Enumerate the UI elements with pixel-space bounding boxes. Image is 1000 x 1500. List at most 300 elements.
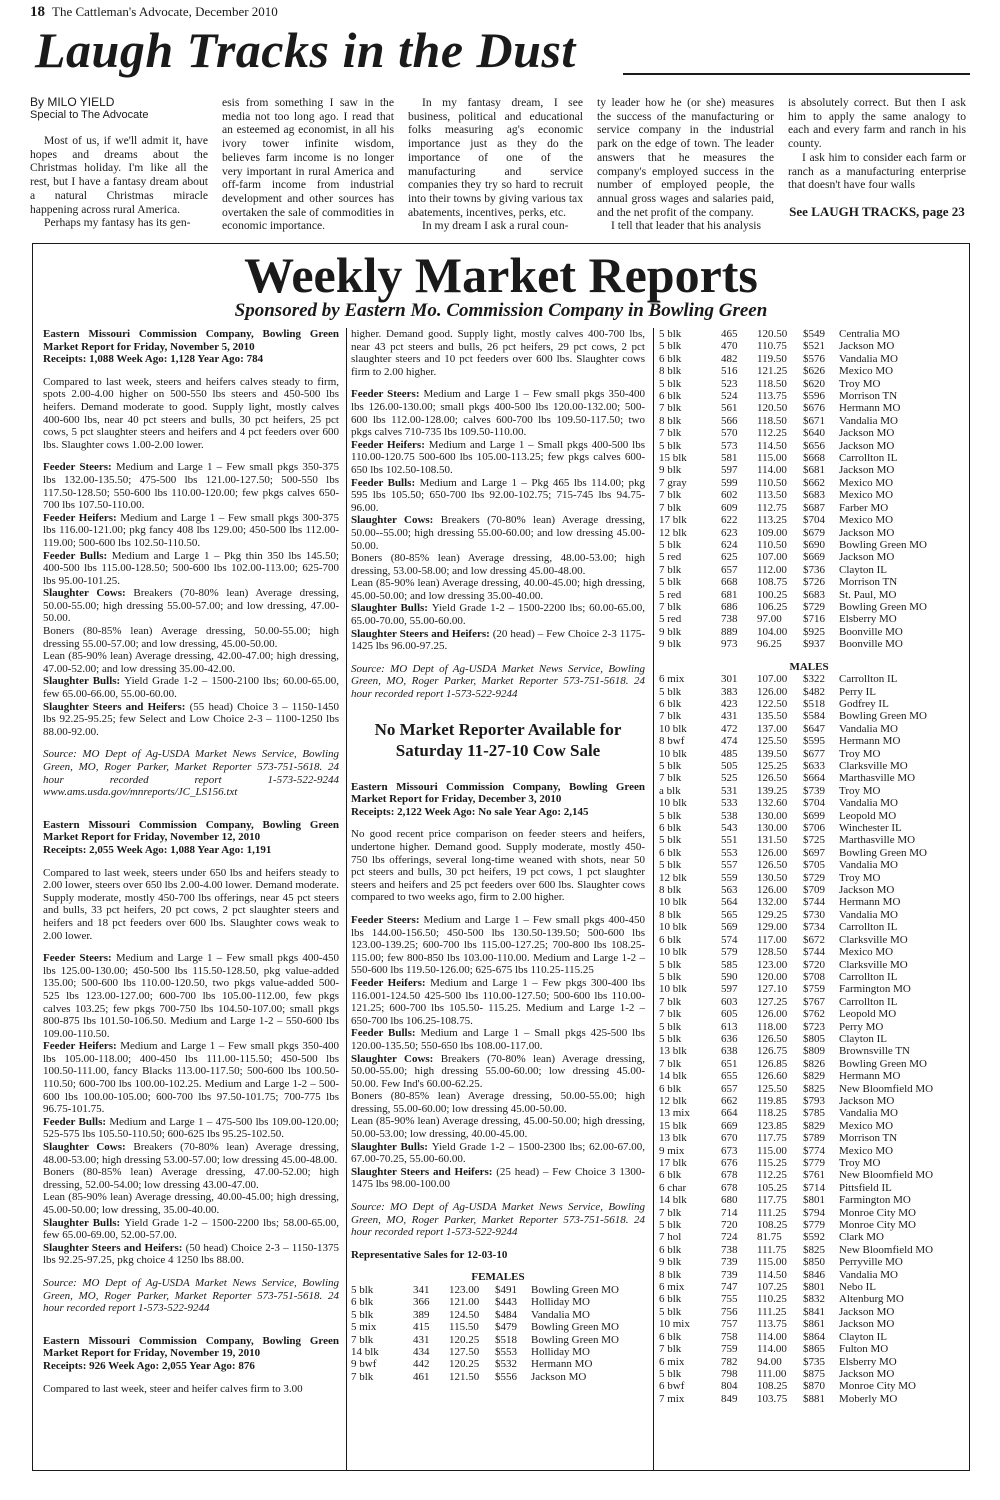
byline <box>30 96 208 122</box>
sale-head-count: 5 blk <box>659 1020 682 1033</box>
sale-weight: 623 <box>721 526 738 539</box>
sale-weight: 669 <box>721 1119 738 1132</box>
sale-value: $556 <box>495 1370 517 1383</box>
sale-row <box>659 1182 933 1194</box>
sale-weight: 755 <box>721 1293 738 1306</box>
sale-head-count: 6 blk <box>659 846 682 859</box>
report-line-text: Yield Grade 1-2 – 1500-2300 lbs; 62.00-67.00, 67.00-70.25, 55.00-60.00. <box>351 1140 645 1166</box>
report-line-text: Yield Grade 1-2 – 1500-2200 lbs; 60.00-65.00, 65.00-70.00, 55.00-60.00. <box>351 602 645 628</box>
report-line <box>43 1166 339 1191</box>
sale-head-count: 6 blk <box>659 822 682 835</box>
sale-value: $592 <box>803 1231 825 1244</box>
sale-location: Marthasville MO <box>839 834 916 847</box>
report-line-label: Feeder Heifers: <box>351 976 431 989</box>
sale-location: Vandalia MO <box>839 352 898 365</box>
sale-value: $716 <box>803 613 825 626</box>
sale-head-count: 5 blk <box>659 1305 682 1318</box>
column-col-3 <box>408 96 583 233</box>
sale-value: $761 <box>803 1169 825 1182</box>
sale-weight: 597 <box>721 464 738 477</box>
sale-row <box>659 934 933 946</box>
sale-weight: 714 <box>721 1206 738 1219</box>
sale-price: 115.25 <box>757 1157 787 1169</box>
sale-row <box>659 539 927 551</box>
report-line-text: Boners (80-85% lean) Average dressing, 47.00-52.00; high dressing, 52.00-54.00; low dressing 43.00-47.00. <box>43 1166 339 1191</box>
report-line-label: Feeder Steers: <box>43 952 116 965</box>
sale-location: Mexico MO <box>839 489 894 502</box>
sale-row <box>659 971 933 983</box>
sale-location: Jackson MO <box>839 1094 895 1107</box>
sale-weight: 602 <box>721 489 738 502</box>
sale-value: $730 <box>803 908 825 921</box>
report-line-label: Feeder Heifers: <box>43 511 121 524</box>
sale-weight: 738 <box>721 1243 738 1256</box>
sale-value: $668 <box>803 452 825 465</box>
sale-value: $664 <box>803 772 825 785</box>
sale-location: Bowling Green MO <box>839 538 927 551</box>
sale-value: $595 <box>803 735 825 748</box>
sale-weight: 670 <box>721 1132 738 1145</box>
sale-price: 112.00 <box>757 563 787 576</box>
report-lines <box>351 914 645 1191</box>
sale-location: Troy MO <box>839 784 881 797</box>
report-summary: Compared to last week, steers under 650 lbs and heifers steady to 2.00 lower, steers over 650 lbs 2.00-4.00 lower. Demand moderate. Supply moderate, mostly 450-700 lbs offerings, near 45 pct steers and bulls, 33 pct heifers, 20 pct cows, 2 pct slaughter steers and heifers and 18 pct feeders over 600 lbs. Slaughter cows weak to 2.00 lower. <box>43 866 339 942</box>
sale-row <box>351 1358 619 1370</box>
sale-weight: 579 <box>721 946 738 959</box>
sale-price: 118.25 <box>757 1107 787 1120</box>
sale-price: 112.25 <box>757 1169 787 1182</box>
report-heading: Eastern Missouri Commission Company, Bowling Green Market Report for Friday, November 12, 2010 <box>43 818 339 844</box>
sale-value: $706 <box>803 822 825 835</box>
sale-row <box>659 723 933 735</box>
sale-price: 126.00 <box>757 846 788 859</box>
report-line-text: (20 head) – Few Choice 2-3 1175-1425 lbs 96.00-97.25. <box>351 627 645 653</box>
report-line <box>351 514 645 552</box>
sale-location: Clayton IL <box>839 1032 887 1045</box>
sale-location: Jackson MO <box>839 526 895 539</box>
sale-head-count: 10 blk <box>659 747 687 760</box>
sale-price: 110.50 <box>757 476 787 489</box>
report-receipts: Receipts: 2,055 Week Ago: 1,088 Year Ago: 1,191 <box>43 843 272 856</box>
sale-row <box>659 760 933 772</box>
females-table-cont <box>659 328 927 651</box>
sale-value: $937 <box>803 638 825 651</box>
sale-value: $861 <box>803 1318 825 1331</box>
sale-row <box>351 1309 619 1321</box>
sale-location: Perry MO <box>839 1020 884 1033</box>
sale-value: $576 <box>803 352 825 365</box>
sale-value: $705 <box>803 859 825 872</box>
report-line-label: Slaughter Cows: <box>43 1141 134 1154</box>
sale-price: 126.75 <box>757 1045 788 1058</box>
sale-weight: 590 <box>721 970 738 983</box>
sale-head-count: 5 blk <box>659 834 682 847</box>
sale-row <box>351 1296 619 1308</box>
report-line-text: Medium and Large 1 – Few small pkgs 350-400 lbs 126.00-130.00; small pkgs 400-500 lbs 120.00-132.00; 500-600 lbs 112.00-128.00; calves 600-700 lbs 109.50-117.50; two pkgs calves 710-735 lbs 109.50-110.00. <box>351 388 645 439</box>
sale-location: Troy MO <box>839 377 881 390</box>
sale-location: Holliday MO <box>531 1346 590 1359</box>
sale-weight: 570 <box>721 427 738 440</box>
sale-head-count: 10 blk <box>659 896 687 909</box>
report-line-label: Feeder Heifers: <box>351 438 429 451</box>
sale-weight: 559 <box>721 871 738 884</box>
report-line-text: Medium and Large 1 – Few small pkgs 300-375 lbs 116.00-121.00; pkg fancy 408 lbs 129.00; 450-500 lbs 112.00-119.00; 500-600 lbs 102.50-110.50. <box>43 511 339 549</box>
sale-location: Mexico MO <box>839 1119 894 1132</box>
column-col-2 <box>222 96 394 233</box>
sale-value: $532 <box>495 1358 517 1371</box>
sale-location: Leopold MO <box>839 1008 897 1021</box>
market-title: Weekly Market Reports <box>244 247 758 303</box>
sale-value: $549 <box>803 328 825 340</box>
sale-location: Farmington MO <box>839 1194 911 1207</box>
sale-location: Vandalia MO <box>839 908 898 921</box>
sale-location: Altenburg MO <box>839 1293 904 1306</box>
report-line <box>43 675 339 700</box>
sale-head-count: 9 blk <box>659 638 682 651</box>
sale-value: $521 <box>803 340 825 353</box>
sale-row <box>659 983 933 995</box>
byline-author: By MILO YIELD <box>30 95 115 109</box>
sale-location: Jackson MO <box>531 1370 587 1383</box>
sale-value: $875 <box>803 1367 825 1380</box>
sale-row <box>659 1120 933 1132</box>
sale-head-count: 6 mix <box>659 1355 685 1368</box>
sale-head-count: 5 blk <box>351 1308 374 1321</box>
report-line-text: Medium and Large 1 – Pkg 465 lbs 114.00; pkg 595 lbs 105.50; 650-700 lbs 92.00-102.75; 715-745 lbs 94.75-96.00. <box>351 476 645 514</box>
sale-row <box>659 959 933 971</box>
sale-row <box>659 1256 933 1268</box>
sale-head-count: 5 blk <box>659 1367 682 1380</box>
column-title: Laugh Tracks in the Dust <box>35 22 576 78</box>
sale-head-count: 5 blk <box>659 760 682 772</box>
page-folio <box>30 4 278 21</box>
no-reporter-notice: No Market Reporter Available for Saturday 11-27-10 Cow Sale <box>374 719 622 760</box>
sale-row <box>659 834 933 846</box>
report-source: Source: MO Dept of Ag-USDA Market News Service, Bowling Green, MO, Roger Parker, Market Reporter 573-751-5618. 24 hour recorded report 1-573-522-9244 <box>351 1201 645 1239</box>
sale-value: $794 <box>803 1206 825 1219</box>
report-line-label: Slaughter Steers and Heifers: <box>43 700 190 713</box>
sale-weight: 434 <box>413 1346 430 1359</box>
report-line-label: Slaughter Steers and Heifers: <box>351 1165 497 1178</box>
sale-head-count: 6 blk <box>659 1243 682 1256</box>
sale-weight: 366 <box>413 1296 430 1309</box>
sale-value: $744 <box>803 896 825 909</box>
sale-weight: 638 <box>721 1045 738 1058</box>
sale-price: 120.50 <box>757 328 788 340</box>
sale-value: $739 <box>803 784 825 797</box>
sale-value: $596 <box>803 390 825 403</box>
sale-row <box>659 340 927 352</box>
sale-head-count: 17 blk <box>659 514 687 527</box>
sale-price: 125.25 <box>757 760 788 772</box>
column-col-5 <box>788 96 966 220</box>
sale-price: 126.00 <box>757 884 788 897</box>
sale-value: $762 <box>803 1008 825 1021</box>
sale-value: $841 <box>803 1305 825 1318</box>
sale-weight: 804 <box>721 1380 738 1393</box>
sale-weight: 624 <box>721 538 738 551</box>
sale-price: 139.50 <box>757 747 788 760</box>
sale-weight: 431 <box>413 1333 430 1346</box>
report-line-text: Medium and Large 1 – Few small pkgs 400-450 lbs 144.00-156.50; 450-500 lbs 130.50-139.50; 500-600 lbs 123.00-139.25; 600-700 lbs 115.00-127.25; 700-800 lbs 108.25-115.00; few 800-850 lbs 103.00-110.00. Medium and Large 1-2 – 550-600 lbs 119.50-126.00; 625-675 lbs 110.25-115.25 <box>351 913 645 977</box>
rep-sales-title: Representative Sales for 12-03-10 <box>351 1248 508 1261</box>
sale-head-count: 5 blk <box>659 1032 682 1045</box>
sale-location: Holliday MO <box>531 1296 590 1309</box>
sale-head-count: 5 blk <box>659 809 682 822</box>
sale-value: $723 <box>803 1020 825 1033</box>
sale-head-count: 7 mix <box>659 1392 685 1405</box>
report-line <box>43 1217 339 1242</box>
sale-location: Jackson MO <box>839 551 895 564</box>
sale-row <box>659 946 933 958</box>
sale-location: Bowling Green MO <box>531 1321 619 1334</box>
report-summary: Compared to last week, steer and heifer calves firm to 3.00 <box>43 1382 303 1395</box>
sale-price: 114.00 <box>757 1330 787 1343</box>
sale-head-count: 5 mix <box>351 1321 377 1334</box>
sale-location: Clayton IL <box>839 1330 887 1343</box>
sale-weight: 849 <box>721 1392 738 1405</box>
sale-row <box>659 1033 933 1045</box>
sale-value: $704 <box>803 514 825 527</box>
sale-location: New Bloomfield MO <box>839 1169 934 1182</box>
sale-weight: 565 <box>721 908 738 921</box>
sale-price: 121.25 <box>757 365 788 378</box>
sale-location: Morrison TN <box>839 390 898 403</box>
sale-value: $690 <box>803 538 825 551</box>
report-line <box>43 952 339 1040</box>
sale-row <box>659 673 933 685</box>
sale-row <box>659 1145 933 1157</box>
sale-weight: 551 <box>721 834 738 847</box>
sale-head-count: 5 blk <box>659 538 682 551</box>
sale-weight: 389 <box>413 1308 430 1321</box>
sale-value: $729 <box>803 600 825 613</box>
sale-price: 123.00 <box>449 1284 480 1296</box>
column-col-4 <box>597 96 774 233</box>
sale-price: 97.00 <box>757 613 782 626</box>
sale-row <box>659 822 933 834</box>
sale-price: 120.25 <box>449 1358 480 1371</box>
report-line-text: Medium and Large 1 – Few small pkgs 400-450 lbs 125.00-130.00; 450-500 lbs 115.50-128.50, pkg value-added 135.00; 500-600 lbs 110.00-120.50, two pkgs value-added 500-525 lbs 123.00-127.00; 600-700 lbs 105.00-112.00, few pkgs calves 103.25; few pkgs 700-750 lbs 104.50-107.00; small pkgs 800-875 lbs 101.50-106.50. Medium and Large 1-2 – 550-600 lbs 109.00-110.50. <box>43 952 340 1040</box>
sale-head-count: 6 mix <box>659 673 685 686</box>
sale-value: $759 <box>803 983 825 996</box>
sale-row <box>659 452 927 464</box>
sale-weight: 561 <box>721 402 738 415</box>
sale-price: 114.50 <box>757 1268 787 1281</box>
sale-value: $656 <box>803 439 825 452</box>
report-line-text: Lean (85-90% lean) Average dressing, 45.00-50.00; high dressing, 50.00-53.00; low dressing, 40.00-45.00. <box>351 1115 645 1141</box>
sale-row <box>659 847 933 859</box>
sale-price: 111.25 <box>757 1206 787 1219</box>
sale-row <box>659 477 927 489</box>
sale-price: 126.85 <box>757 1057 788 1070</box>
report-source: Source: MO Dept of Ag-USDA Market News Service, Bowling Green, MO, Roger Parker, Market Reporter 573-751-5618. 24 hour recorded report 1-573-522-9244 <box>351 662 645 701</box>
sale-head-count: 7 hol <box>659 1231 682 1244</box>
sale-location: Vandalia MO <box>839 859 898 872</box>
report-line-text: Breakers (70-80% lean) Average dressing, 50.00-55.00; high dressing 55.00-57.00; and low dressing, 47.00-50.00. <box>43 587 339 625</box>
sale-weight: 605 <box>721 1008 738 1021</box>
sale-head-count: 7 blk <box>659 995 682 1008</box>
report-line-label: Slaughter Bulls: <box>351 1140 432 1153</box>
sale-location: Jackson MO <box>839 1367 895 1380</box>
sale-location: Leopold MO <box>839 809 897 822</box>
sale-weight: 738 <box>721 613 738 626</box>
sale-value: $647 <box>803 722 825 735</box>
sale-weight: 301 <box>721 673 738 686</box>
sale-price: 106.25 <box>757 600 788 613</box>
sale-weight: 613 <box>721 1020 738 1033</box>
sale-value: $805 <box>803 1032 825 1045</box>
sale-head-count: 6 bwf <box>659 1380 685 1393</box>
sale-price: 115.00 <box>757 1256 787 1269</box>
sale-head-count: 5 blk <box>659 859 682 872</box>
sale-value: $518 <box>495 1333 517 1346</box>
sale-value: $725 <box>803 834 825 847</box>
sale-price: 130.00 <box>757 822 788 835</box>
report-summary: Compared to last week, steers and heifers calves steady to firm, spots 2.00-4.00 higher on 500-550 lbs steers and 450-500 lbs heifers. Demand moderate to good. Supply light, mostly calves 400-600 lbs, near 40 pct steers and bulls, 30 pct heifers, 25 pct cows, 5 pct slaughter steers and heifers and 4 pct feeders over 600 lbs. Slaughter cows 1.00-2.00 lower. <box>43 375 339 451</box>
sale-price: 107.00 <box>757 673 788 686</box>
sale-value: $518 <box>803 697 825 710</box>
report-source: Source: MO Dept of Ag-USDA Market News Service, Bowling Green, MO, Roger Parker, Market Reporter 573-751-5618. 24 hour recorded report 1-573-522-9244 www.ams.usda.gov/mnreports/JC_LS156.txt <box>43 748 339 799</box>
sale-price: 126.00 <box>757 1008 788 1021</box>
sale-weight: 423 <box>721 697 738 710</box>
sale-row <box>659 402 927 414</box>
column-col-1 <box>30 96 208 230</box>
sale-location: New Bloomfield MO <box>839 1082 934 1095</box>
sale-head-count: 6 blk <box>659 697 682 710</box>
sale-row <box>659 1368 933 1380</box>
sale-head-count: 8 bwf <box>659 735 685 748</box>
sale-row <box>351 1334 619 1346</box>
sale-head-count: 8 blk <box>659 365 682 378</box>
sale-weight: 538 <box>721 809 738 822</box>
sale-value: $676 <box>803 402 825 415</box>
sale-head-count: 8 blk <box>659 884 682 897</box>
sale-location: Vandalia MO <box>839 414 898 427</box>
report-line-text: Medium and Large 1 – 475-500 lbs 109.00-120.00; 525-575 lbs 105.50-110.50; 600-625 lbs 95.25-102.50. <box>43 1115 339 1141</box>
sale-row <box>351 1284 619 1296</box>
report-line-text: (55 head) Choice 3 – 1150-1450 lbs 92.25-95.25; few Select and Low Choice 2-3 – 1100-1250 lbs 88.00-92.00. <box>43 700 339 738</box>
sale-weight: 889 <box>721 625 738 638</box>
report-line <box>351 628 645 653</box>
sale-row <box>659 589 927 601</box>
sale-location: Nebo IL <box>839 1281 876 1294</box>
sale-price: 96.25 <box>757 638 782 651</box>
sale-location: Troy MO <box>839 1157 881 1169</box>
sale-price: 120.25 <box>449 1333 480 1346</box>
sale-price: 125.50 <box>757 1082 788 1095</box>
sale-location: Jackson MO <box>839 439 895 452</box>
sale-price: 81.75 <box>757 1231 782 1244</box>
sale-row <box>659 576 927 588</box>
sale-row <box>659 502 927 514</box>
sale-head-count: 5 red <box>659 613 682 626</box>
sale-value: $865 <box>803 1343 825 1356</box>
sale-location: Vandalia MO <box>839 1107 898 1120</box>
sale-head-count: 7 blk <box>351 1370 374 1383</box>
females-table <box>351 1284 619 1383</box>
sale-head-count: 14 blk <box>659 1194 687 1207</box>
sale-weight: 756 <box>721 1305 738 1318</box>
sale-row <box>659 626 927 638</box>
report-line <box>43 461 339 511</box>
sale-weight: 973 <box>721 638 738 651</box>
sale-location: Jackson MO <box>839 427 895 440</box>
sale-head-count: 7 blk <box>659 501 682 514</box>
sale-value: $793 <box>803 1094 825 1107</box>
sale-value: $735 <box>803 1355 825 1368</box>
sale-head-count: 12 blk <box>659 526 687 539</box>
sale-head-count: 10 blk <box>659 946 687 959</box>
sale-value: $864 <box>803 1330 825 1343</box>
sale-price: 113.25 <box>757 514 787 527</box>
sale-head-count: 6 blk <box>659 1293 682 1306</box>
report-line-text: Boners (80-85% lean) Average dressing, 48.00-53.00; high dressing, 53.00-58.00; and low dressing 45.00-48.00. <box>351 552 645 577</box>
sale-location: Bowling Green MO <box>839 600 927 613</box>
sale-location: Elsberry MO <box>839 613 897 626</box>
report-line-text: Medium and Large 1 – Few pkgs 300-400 lbs 116.001-124.50 425-500 lbs 110.00-127.50; 500-600 lbs 110.00-121.25; 600-700 lbs 105.50- 115.25. Medium and Large 1-2 – 650-700 lbs 106.25-108.75. <box>351 976 645 1027</box>
sale-price: 126.60 <box>757 1070 788 1083</box>
sale-value: $699 <box>803 809 825 822</box>
sale-weight: 574 <box>721 933 738 946</box>
sale-value: $846 <box>803 1268 825 1281</box>
sale-row <box>659 527 927 539</box>
column-paragraph: is absolutely correct. But then I ask him to apply the same analogy to each and every farm and ranch in his county. <box>788 96 966 151</box>
sale-head-count: 7 blk <box>659 489 682 502</box>
report-lines <box>43 461 339 738</box>
sale-price: 130.50 <box>757 871 788 884</box>
sale-location: St. Paul, MO <box>839 588 897 601</box>
sale-location: Brownsville TN <box>839 1045 910 1058</box>
sale-location: Jackson MO <box>839 340 895 353</box>
column-paragraph: Perhaps my fantasy has its gen- <box>44 216 191 230</box>
sale-price: 120.50 <box>757 402 788 415</box>
sale-row <box>659 1393 933 1405</box>
sale-row <box>659 921 933 933</box>
column-paragraph: Most of us, if we'll admit it, have hopes and dreams about the Christmas holiday. I'm like all the rest, but I have a fantasy dream about a natural Christmas miracle happening across rural America. <box>30 134 208 216</box>
sale-weight: 523 <box>721 377 738 390</box>
sale-location: Bowling Green MO <box>839 710 927 723</box>
sale-price: 126.50 <box>757 1032 788 1045</box>
report-line-label: Slaughter Cows: <box>351 1052 441 1065</box>
sale-price: 115.00 <box>757 1144 787 1157</box>
sale-location: Hermann MO <box>531 1358 593 1371</box>
sale-weight: 758 <box>721 1330 738 1343</box>
sale-location: Centralia MO <box>839 328 900 340</box>
sale-row <box>659 710 933 722</box>
report-line-label: Feeder Bulls: <box>351 1027 421 1040</box>
sale-head-count: 8 blk <box>659 908 682 921</box>
sale-head-count: 9 blk <box>659 464 682 477</box>
sale-row <box>659 601 927 613</box>
sale-location: Vandalia MO <box>839 1268 898 1281</box>
sale-price: 119.50 <box>757 352 787 365</box>
sale-row <box>351 1371 619 1383</box>
sale-location: Clark MO <box>839 1231 884 1244</box>
sale-value: $479 <box>495 1321 517 1334</box>
sale-location: Hermann MO <box>839 402 901 415</box>
sale-head-count: 10 blk <box>659 921 687 934</box>
sale-price: 121.00 <box>449 1296 480 1309</box>
continued-link[interactable]: See LAUGH TRACKS, page 23 <box>789 203 965 219</box>
sale-head-count: 9 mix <box>659 1144 685 1157</box>
sale-weight: 553 <box>721 846 738 859</box>
sale-head-count: 13 blk <box>659 1045 687 1058</box>
sale-head-count: 5 blk <box>659 958 682 971</box>
sale-value: $626 <box>803 365 825 378</box>
sale-location: Monroe City MO <box>839 1206 916 1219</box>
sale-row <box>659 748 933 760</box>
